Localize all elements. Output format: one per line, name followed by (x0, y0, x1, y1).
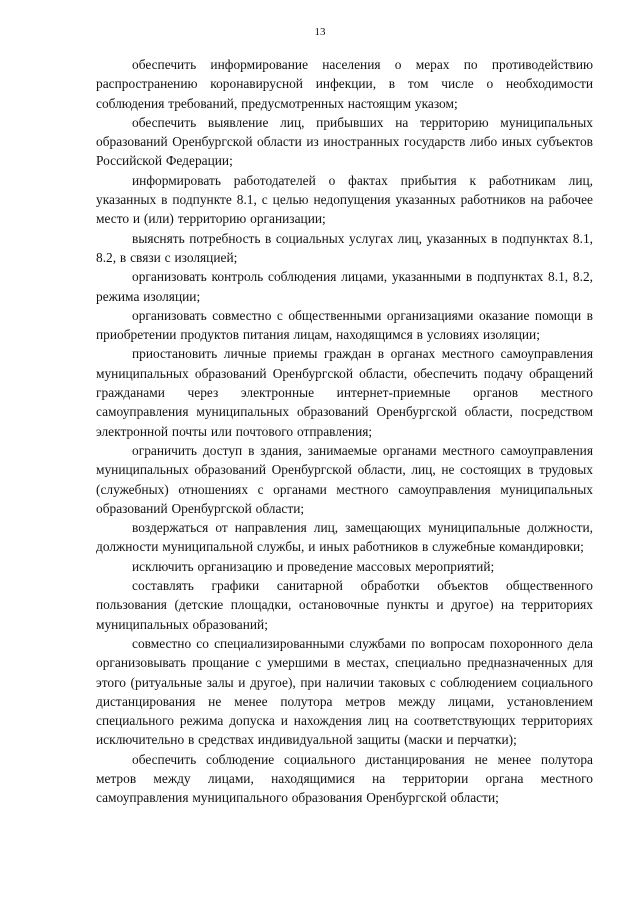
paragraph-business-trips: воздержаться от направления лиц, замещающих муниципальные должности, должности муниципальной службы, и иных работников в служебные командировки; (96, 520, 593, 555)
paragraph-isolation-control: организовать контроль соблюдения лицами, указанными в подпунктах 8.1, 8.2, режима изоляции; (96, 269, 593, 304)
paragraph-inform-employers: информировать работодателей о фактах прибытия к работникам лиц, указанных в подпункте 8.1, с целью недопущения указанных работников на рабочее место и (или) территорию организации; (96, 172, 593, 227)
page-number: 13 (314, 26, 326, 38)
paragraph-food-assistance: организовать совместно с общественными организациями оказание помощи в приобретении продуктов питания лицам, находящимся в условиях изоляции; (96, 307, 593, 343)
paragraph-sanitation-schedules: составлять графики санитарной обработки объектов общественного пользования (детские площадки, остановочные пункты и другое) на территориях муниципальных образований; (96, 578, 593, 632)
paragraph-funeral-arrangements: совместно со специализированными службами по вопросам похоронного дела организовывать прощание с умершими в местах, специально предназначенных для этого (ритуальные залы и другое), при наличии таковых с соблюдением социального дистанцирования не менее полутора метров между лицами, установлением специального режима допуска и нахождения лиц на соответствующих территориях исключительно в средствах индивидуальной защиты (маски и перчатки); (96, 635, 593, 748)
paragraph-identify-arrivals: обеспечить выявление лиц, прибывших на территорию муниципальных образований Оренбургской области из иностранных государств либо иных субъектов Российской Федерации; (96, 114, 593, 169)
paragraph-social-distancing: обеспечить соблюдение социального дистанцирования не менее полутора метров между лицами, находящимися на территории органа местного самоуправления муниципального образования Оренбургской области; (96, 751, 593, 806)
paragraph-mass-events: исключить организацию и проведение массовых мероприятий; (132, 558, 495, 574)
paragraph-restrict-access: ограничить доступ в здания, занимаемые органами местного самоуправления муниципальных образований Оренбургской области, лиц, не состоящих в трудовых (служебных) отношениях с органами местного самоуправления муниципальных образований Оренбургской области; (96, 442, 593, 516)
paragraph-suspend-receptions: приостановить личные приемы граждан в органах местного самоуправления муниципальных образований Оренбургской области, обеспечить подачу обращений гражданами через электронные интернет-приемные органов местного самоуправления муниципальных образований Оренбургской области, посредством электронной почты или почтового отправления; (96, 346, 593, 439)
paragraph-social-needs: выяснять потребность в социальных услугах лиц, указанных в подпунктах 8.1, 8.2, в связи с изоляцией; (96, 230, 593, 265)
document-body (96, 55, 593, 808)
paragraph-inform-population: обеспечить информирование населения о мерах по противодействию распространению коронавирусной инфекции, в том числе о необходимости соблюдения требований, предусмотренных настоящим указом; (96, 57, 593, 111)
